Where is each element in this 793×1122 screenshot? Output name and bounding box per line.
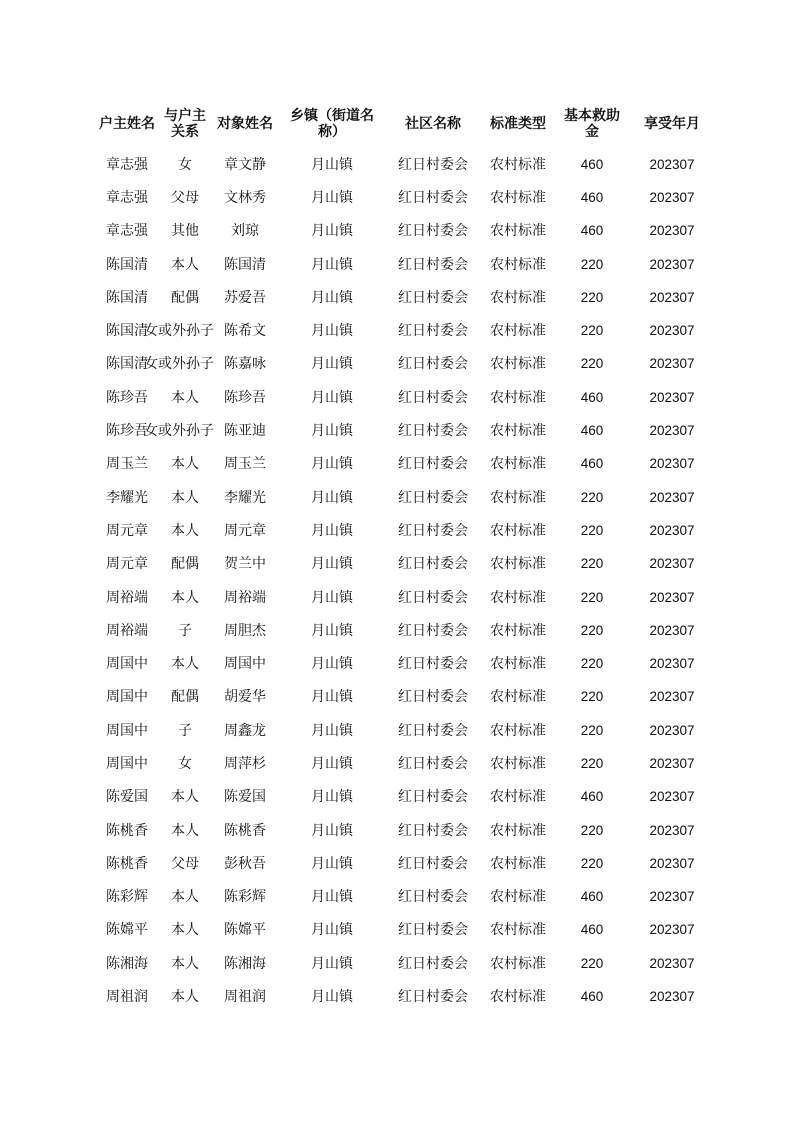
period-cell: 202307 [649, 423, 695, 439]
standard-type-cell: 农村标准 [490, 622, 546, 639]
standard-type-cell: 农村标准 [490, 223, 546, 240]
period-cell: 202307 [649, 323, 695, 339]
period-cell: 202307 [649, 955, 695, 971]
community-cell: 红日村委会 [398, 955, 468, 972]
standard-type-cell: 农村标准 [490, 423, 546, 440]
relation-cell: 本人 [171, 822, 199, 839]
relation-cell: 本人 [171, 889, 199, 906]
township-cell: 月山镇 [311, 989, 353, 1006]
relation-cell: 子 [178, 722, 192, 739]
township-cell: 月山镇 [311, 955, 353, 972]
period-cell: 202307 [649, 356, 695, 372]
header-label: 对象姓名 [217, 116, 273, 132]
township-cell: 月山镇 [311, 289, 353, 306]
relief-amount-cell: 220 [580, 289, 604, 305]
household-head-cell: 陈国清 [106, 323, 148, 340]
community-cell: 红日村委会 [398, 889, 468, 906]
relief-amount-cell: 220 [580, 589, 604, 605]
standard-type-cell: 农村标准 [490, 955, 546, 972]
period-cell: 202307 [649, 822, 695, 838]
relation-cell: 本人 [171, 989, 199, 1006]
relation-cell: 本人 [171, 589, 199, 606]
community-cell: 红日村委会 [398, 722, 468, 739]
township-cell: 月山镇 [311, 323, 353, 340]
table-row [98, 781, 718, 814]
community-cell: 红日村委会 [398, 922, 468, 939]
recipient-name-cell: 李耀光 [224, 489, 266, 506]
standard-type-cell: 农村标准 [490, 656, 546, 673]
community-cell: 红日村委会 [398, 456, 468, 473]
table-row [98, 248, 718, 281]
household-head-cell: 周国中 [106, 689, 148, 706]
period-cell: 202307 [649, 689, 695, 705]
household-head-cell: 陈湘海 [106, 955, 148, 972]
community-cell: 红日村委会 [398, 423, 468, 440]
community-cell: 红日村委会 [398, 556, 468, 573]
table-row [98, 947, 718, 980]
relation-cell: 配偶 [171, 556, 199, 573]
recipient-name-cell: 陈湘海 [224, 955, 266, 972]
header-label: 社区名称 [405, 116, 461, 132]
community-cell: 红日村委会 [398, 323, 468, 340]
community-cell: 红日村委会 [398, 356, 468, 373]
period-cell: 202307 [649, 489, 695, 505]
standard-type-cell: 农村标准 [490, 556, 546, 573]
relation-cell: 本人 [171, 656, 199, 673]
recipient-name-cell: 陈嘉咏 [224, 356, 266, 373]
period-cell: 202307 [649, 622, 695, 638]
household-head-cell: 陈国清 [106, 256, 148, 273]
relation-cell: 其他 [171, 223, 199, 240]
recipient-name-cell: 周胆杰 [224, 622, 266, 639]
header-relation [156, 100, 214, 148]
relation-cell: 配偶 [171, 289, 199, 306]
header-row [98, 100, 718, 148]
header-label: 与户主关系 [164, 108, 206, 140]
table-header [98, 100, 718, 148]
relation-cell: 父母 [171, 855, 199, 872]
header-label: 标准类型 [490, 116, 546, 132]
header-standard-type [478, 100, 558, 148]
township-cell: 月山镇 [311, 889, 353, 906]
household-head-cell: 周元章 [106, 522, 148, 539]
household-head-cell: 陈爱国 [106, 789, 148, 806]
relation-cell: 本人 [171, 922, 199, 939]
period-cell: 202307 [649, 223, 695, 239]
relief-amount-cell: 460 [580, 989, 604, 1005]
relief-amount-cell: 460 [580, 423, 604, 439]
standard-type-cell: 农村标准 [490, 789, 546, 806]
recipient-name-cell: 苏爱吾 [224, 289, 266, 306]
relation-cell: 本人 [171, 789, 199, 806]
header-township [276, 100, 388, 148]
relief-amount-cell: 220 [580, 689, 604, 705]
relief-amount-cell: 220 [580, 256, 604, 272]
period-cell: 202307 [649, 855, 695, 871]
community-cell: 红日村委会 [398, 689, 468, 706]
header-community [388, 100, 478, 148]
recipient-name-cell: 刘琼 [231, 223, 259, 240]
recipient-name-cell: 章文静 [224, 156, 266, 173]
community-cell: 红日村委会 [398, 789, 468, 806]
relation-cell: 女或外孙子 [144, 323, 214, 340]
household-head-cell: 周祖润 [106, 989, 148, 1006]
relief-amount-cell: 220 [580, 656, 604, 672]
township-cell: 月山镇 [311, 689, 353, 706]
township-cell: 月山镇 [311, 855, 353, 872]
township-cell: 月山镇 [311, 622, 353, 639]
standard-type-cell: 农村标准 [490, 356, 546, 373]
table-row [98, 647, 718, 680]
relation-cell: 本人 [171, 955, 199, 972]
relation-cell: 配偶 [171, 689, 199, 706]
community-cell: 红日村委会 [398, 189, 468, 206]
household-head-cell: 周国中 [106, 656, 148, 673]
table-row [98, 581, 718, 614]
household-head-cell: 陈国清 [106, 289, 148, 306]
standard-type-cell: 农村标准 [490, 922, 546, 939]
relief-amount-cell: 220 [580, 556, 604, 572]
township-cell: 月山镇 [311, 822, 353, 839]
recipient-name-cell: 周祖润 [224, 989, 266, 1006]
recipient-name-cell: 周萍杉 [224, 755, 266, 772]
household-head-cell: 李耀光 [106, 489, 148, 506]
relief-amount-cell: 460 [580, 189, 604, 205]
household-head-cell: 章志强 [106, 156, 148, 173]
relation-cell: 本人 [171, 456, 199, 473]
standard-type-cell: 农村标准 [490, 456, 546, 473]
table-body [98, 148, 718, 1014]
relation-cell: 本人 [171, 522, 199, 539]
recipient-name-cell: 胡爱华 [224, 689, 266, 706]
table-row [98, 348, 718, 381]
recipient-name-cell: 陈国清 [224, 256, 266, 273]
relief-amount-cell: 460 [580, 156, 604, 172]
household-head-cell: 陈彩辉 [106, 889, 148, 906]
recipient-name-cell: 周裕端 [224, 589, 266, 606]
header-label: 户主姓名 [99, 116, 155, 132]
table-row [98, 980, 718, 1013]
table-row [98, 747, 718, 780]
relief-amount-cell: 460 [580, 922, 604, 938]
period-cell: 202307 [649, 889, 695, 905]
period-cell: 202307 [649, 755, 695, 771]
relief-roster-table [98, 100, 718, 1014]
community-cell: 红日村委会 [398, 989, 468, 1006]
table-row [98, 847, 718, 880]
relief-amount-cell: 220 [580, 722, 604, 738]
recipient-name-cell: 陈彩辉 [224, 889, 266, 906]
recipient-name-cell: 彭秋吾 [224, 855, 266, 872]
standard-type-cell: 农村标准 [490, 589, 546, 606]
relief-amount-cell: 460 [580, 889, 604, 905]
relation-cell: 本人 [171, 256, 199, 273]
township-cell: 月山镇 [311, 356, 353, 373]
recipient-name-cell: 周鑫龙 [224, 722, 266, 739]
standard-type-cell: 农村标准 [490, 156, 546, 173]
period-cell: 202307 [649, 556, 695, 572]
relief-amount-cell: 460 [580, 223, 604, 239]
household-head-cell: 周玉兰 [106, 456, 148, 473]
standard-type-cell: 农村标准 [490, 522, 546, 539]
table-row [98, 281, 718, 314]
township-cell: 月山镇 [311, 423, 353, 440]
table-row [98, 414, 718, 447]
township-cell: 月山镇 [311, 656, 353, 673]
recipient-name-cell: 文林秀 [224, 189, 266, 206]
relief-amount-cell: 220 [580, 822, 604, 838]
household-head-cell: 章志强 [106, 189, 148, 206]
household-head-cell: 陈国清 [106, 356, 148, 373]
community-cell: 红日村委会 [398, 489, 468, 506]
relation-cell: 本人 [171, 489, 199, 506]
township-cell: 月山镇 [311, 223, 353, 240]
township-cell: 月山镇 [311, 922, 353, 939]
community-cell: 红日村委会 [398, 589, 468, 606]
household-head-cell: 陈桃香 [106, 822, 148, 839]
community-cell: 红日村委会 [398, 256, 468, 273]
period-cell: 202307 [649, 789, 695, 805]
household-head-cell: 周国中 [106, 722, 148, 739]
table-row [98, 714, 718, 747]
header-recipient-name [214, 100, 276, 148]
table-row [98, 914, 718, 947]
standard-type-cell: 农村标准 [490, 822, 546, 839]
relief-amount-cell: 220 [580, 622, 604, 638]
community-cell: 红日村委会 [398, 822, 468, 839]
relief-amount-cell: 460 [580, 389, 604, 405]
township-cell: 月山镇 [311, 755, 353, 772]
recipient-name-cell: 周玉兰 [224, 456, 266, 473]
period-cell: 202307 [649, 656, 695, 672]
community-cell: 红日村委会 [398, 522, 468, 539]
recipient-name-cell: 陈桃香 [224, 822, 266, 839]
period-cell: 202307 [649, 156, 695, 172]
relief-amount-cell: 220 [580, 955, 604, 971]
household-head-cell: 周元章 [106, 556, 148, 573]
community-cell: 红日村委会 [398, 656, 468, 673]
period-cell: 202307 [649, 389, 695, 405]
recipient-name-cell: 陈希文 [224, 323, 266, 340]
period-cell: 202307 [649, 522, 695, 538]
table-row [98, 681, 718, 714]
relief-amount-cell: 220 [580, 522, 604, 538]
relation-cell: 本人 [171, 389, 199, 406]
community-cell: 红日村委会 [398, 622, 468, 639]
period-cell: 202307 [649, 289, 695, 305]
recipient-name-cell: 陈爱国 [224, 789, 266, 806]
recipient-name-cell: 陈嫦平 [224, 922, 266, 939]
relief-amount-cell: 460 [580, 789, 604, 805]
community-cell: 红日村委会 [398, 389, 468, 406]
recipient-name-cell: 贺兰中 [224, 556, 266, 573]
table-row [98, 215, 718, 248]
township-cell: 月山镇 [311, 556, 353, 573]
township-cell: 月山镇 [311, 189, 353, 206]
table-row [98, 814, 718, 847]
recipient-name-cell: 周元章 [224, 522, 266, 539]
relation-cell: 女 [178, 156, 192, 173]
township-cell: 月山镇 [311, 256, 353, 273]
relief-amount-cell: 220 [580, 855, 604, 871]
community-cell: 红日村委会 [398, 755, 468, 772]
period-cell: 202307 [649, 722, 695, 738]
recipient-name-cell: 陈珍吾 [224, 389, 266, 406]
relation-cell: 女或外孙子 [144, 423, 214, 440]
household-head-cell: 周裕端 [106, 622, 148, 639]
header-period [626, 100, 718, 148]
township-cell: 月山镇 [311, 789, 353, 806]
standard-type-cell: 农村标准 [490, 389, 546, 406]
community-cell: 红日村委会 [398, 156, 468, 173]
household-head-cell: 章志强 [106, 223, 148, 240]
household-head-cell: 陈嫦平 [106, 922, 148, 939]
township-cell: 月山镇 [311, 522, 353, 539]
table-row [98, 448, 718, 481]
standard-type-cell: 农村标准 [490, 323, 546, 340]
table-row [98, 148, 718, 181]
community-cell: 红日村委会 [398, 855, 468, 872]
relief-amount-cell: 220 [580, 356, 604, 372]
table-row [98, 181, 718, 214]
header-label: 享受年月 [644, 116, 700, 132]
township-cell: 月山镇 [311, 156, 353, 173]
period-cell: 202307 [649, 589, 695, 605]
recipient-name-cell: 陈亚迪 [224, 423, 266, 440]
header-basic-relief [558, 100, 626, 148]
standard-type-cell: 农村标准 [490, 989, 546, 1006]
standard-type-cell: 农村标准 [490, 289, 546, 306]
relation-cell: 子 [178, 622, 192, 639]
table-row [98, 881, 718, 914]
relation-cell: 女 [178, 755, 192, 772]
township-cell: 月山镇 [311, 389, 353, 406]
household-head-cell: 陈珍吾 [106, 423, 148, 440]
relation-cell: 父母 [171, 189, 199, 206]
period-cell: 202307 [649, 256, 695, 272]
standard-type-cell: 农村标准 [490, 689, 546, 706]
standard-type-cell: 农村标准 [490, 889, 546, 906]
relief-amount-cell: 460 [580, 456, 604, 472]
table-row [98, 314, 718, 347]
standard-type-cell: 农村标准 [490, 755, 546, 772]
household-head-cell: 陈珍吾 [106, 389, 148, 406]
table-row [98, 381, 718, 414]
township-cell: 月山镇 [311, 722, 353, 739]
header-label: 乡镇（街道名称） [290, 108, 374, 140]
table-row [98, 481, 718, 514]
header-label: 基本救助金 [564, 108, 620, 140]
township-cell: 月山镇 [311, 489, 353, 506]
township-cell: 月山镇 [311, 456, 353, 473]
relief-amount-cell: 220 [580, 489, 604, 505]
community-cell: 红日村委会 [398, 289, 468, 306]
relation-cell: 女或外孙子 [144, 356, 214, 373]
table-row [98, 514, 718, 547]
household-head-cell: 陈桃香 [106, 855, 148, 872]
standard-type-cell: 农村标准 [490, 489, 546, 506]
period-cell: 202307 [649, 189, 695, 205]
standard-type-cell: 农村标准 [490, 189, 546, 206]
household-head-cell: 周国中 [106, 755, 148, 772]
relief-amount-cell: 220 [580, 755, 604, 771]
table-row [98, 614, 718, 647]
header-household-head [98, 100, 156, 148]
standard-type-cell: 农村标准 [490, 855, 546, 872]
period-cell: 202307 [649, 922, 695, 938]
period-cell: 202307 [649, 456, 695, 472]
community-cell: 红日村委会 [398, 223, 468, 240]
standard-type-cell: 农村标准 [490, 256, 546, 273]
table-row [98, 548, 718, 581]
township-cell: 月山镇 [311, 589, 353, 606]
recipient-name-cell: 周国中 [224, 656, 266, 673]
standard-type-cell: 农村标准 [490, 722, 546, 739]
relief-amount-cell: 220 [580, 323, 604, 339]
household-head-cell: 周裕端 [106, 589, 148, 606]
period-cell: 202307 [649, 989, 695, 1005]
